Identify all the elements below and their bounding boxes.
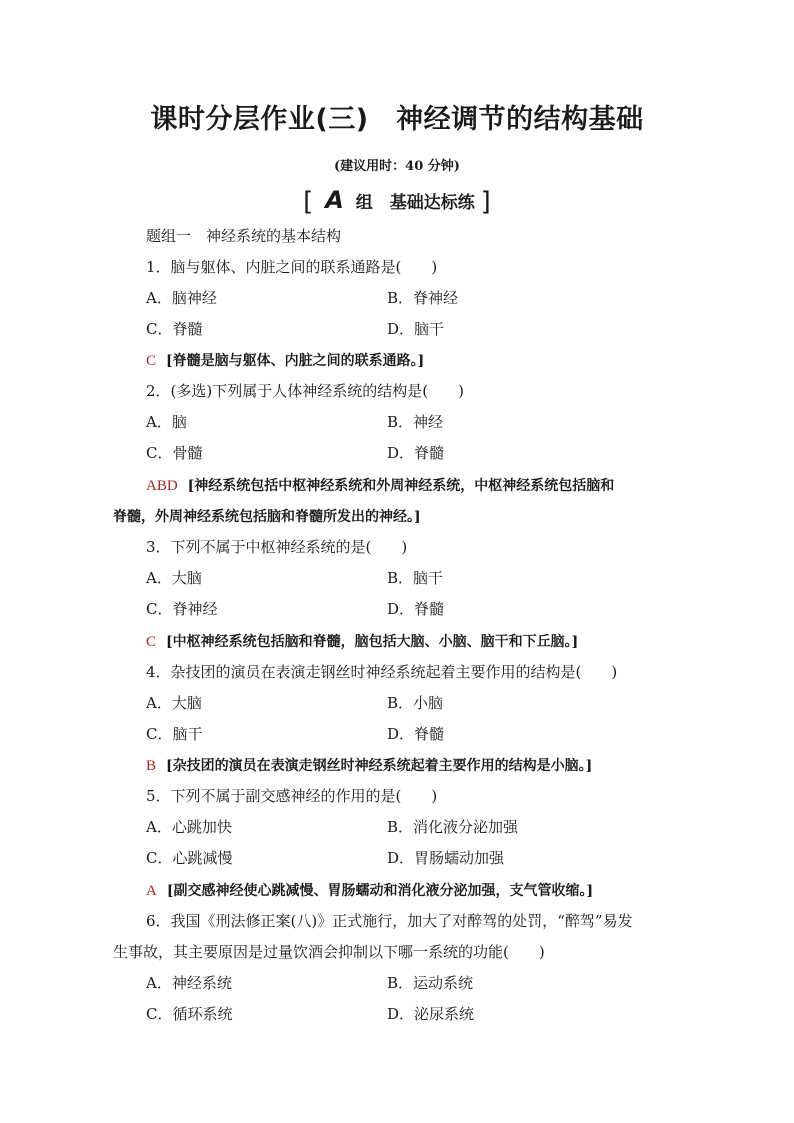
page-title: 课时分层作业(三) 神经调节的结构基础	[150, 104, 644, 135]
q5-stem: 5．下列不属于副交感神经的作用的是( )	[146, 787, 438, 805]
q2-explanation-line2: 脊髓，外周神经系统包括脑和脊髓所发出的神经。]	[113, 509, 421, 525]
q4-answer	[146, 755, 592, 776]
q1-answer-key: C	[146, 353, 157, 369]
q6-option-d: D．泌尿系统	[387, 1005, 475, 1023]
q5-option-d: D．胃肠蠕动加强	[387, 849, 505, 867]
q6-stem-line2: 生事故，其主要原因是过量饮酒会抑制以下哪一系统的功能( )	[113, 943, 545, 961]
q3-stem: 3．下列不属于中枢神经系统的是( )	[146, 538, 408, 556]
q1-explanation: [脊髓是脑与躯体、内脏之间的联系通路。]	[166, 353, 425, 369]
q4-explanation: [杂技团的演员在表演走钢丝时神经系统起着主要作用的结构是小脑。]	[166, 758, 593, 774]
q2-stem: 2．(多选)下列属于人体神经系统的结构是( )	[146, 382, 464, 400]
q2-answer-cont	[113, 506, 421, 527]
q1-option-c: C．脊髓	[146, 320, 203, 338]
suggested-time: (建议用时：40 分钟)	[334, 159, 460, 174]
q4-option-a: A．大脑	[146, 694, 202, 712]
q1-answer	[146, 350, 424, 371]
q5-explanation: [副交感神经使心跳减慢、胃肠蠕动和消化液分泌加强，支气管收缩。]	[166, 883, 594, 899]
group-heading	[0, 186, 794, 217]
q3-answer-key: C	[146, 634, 157, 650]
q1-option-d: D．脑干	[387, 320, 445, 338]
group-bracket-right: ]	[480, 187, 491, 217]
q4-stem: 4．杂技团的演员在表演走钢丝时神经系统起着主要作用的结构是( )	[146, 663, 618, 681]
q6-option-b: B．运动系统	[387, 974, 474, 992]
q5-answer-key: A	[146, 883, 157, 899]
q2-explanation-line1: [神经系统包括中枢神经系统和外周神经系统，中枢神经系统包括脑和	[187, 478, 615, 494]
q4-option-b: B．小脑	[387, 694, 444, 712]
q4-answer-key: B	[146, 758, 157, 774]
q4-option-d: D．脊髓	[387, 725, 445, 743]
q3-option-b: B．脑干	[387, 569, 444, 587]
q6-option-a: A．神经系统	[146, 974, 232, 992]
q3-option-d: D．脊髓	[387, 600, 445, 618]
q3-explanation: [中枢神经系统包括脑和脊髓，脑包括大脑、小脑、脑干和下丘脑。]	[166, 634, 579, 650]
q3-answer	[146, 631, 578, 652]
q1-option-b: B．脊神经	[387, 289, 459, 307]
q1-option-a: A．脑神经	[146, 289, 217, 307]
q6-stem-line1: 6．我国《刑法修正案(八)》正式施行，加大了对醉驾的处罚，“醉驾”易发	[146, 912, 633, 930]
q2-option-a: A．脑	[146, 413, 187, 431]
q2-answer	[146, 475, 614, 496]
q5-option-a: A．心跳加快	[146, 818, 232, 836]
q5-answer	[146, 880, 593, 901]
q6-option-c: C．循环系统	[146, 1005, 233, 1023]
q4-option-c: C．脑干	[146, 725, 203, 743]
q2-option-d: D．脊髓	[387, 444, 445, 462]
q2-option-c: C．骨髓	[146, 444, 203, 462]
q3-option-a: A．大脑	[146, 569, 202, 587]
group-letter: A	[325, 186, 344, 214]
q3-option-c: C．脊神经	[146, 600, 218, 618]
q1-stem: 1．脑与躯体、内脏之间的联系通路是( )	[146, 258, 438, 276]
q5-option-c: C．心跳减慢	[146, 849, 233, 867]
q5-option-b: B．消化液分泌加强	[387, 818, 519, 836]
topic-heading: 题组一 神经系统的基本结构	[146, 227, 342, 245]
group-label: 组 基础达标练	[355, 193, 475, 213]
q2-option-b: B．神经	[387, 413, 444, 431]
q2-answer-key: ABD	[146, 478, 178, 494]
group-bracket-left: [	[303, 187, 314, 217]
